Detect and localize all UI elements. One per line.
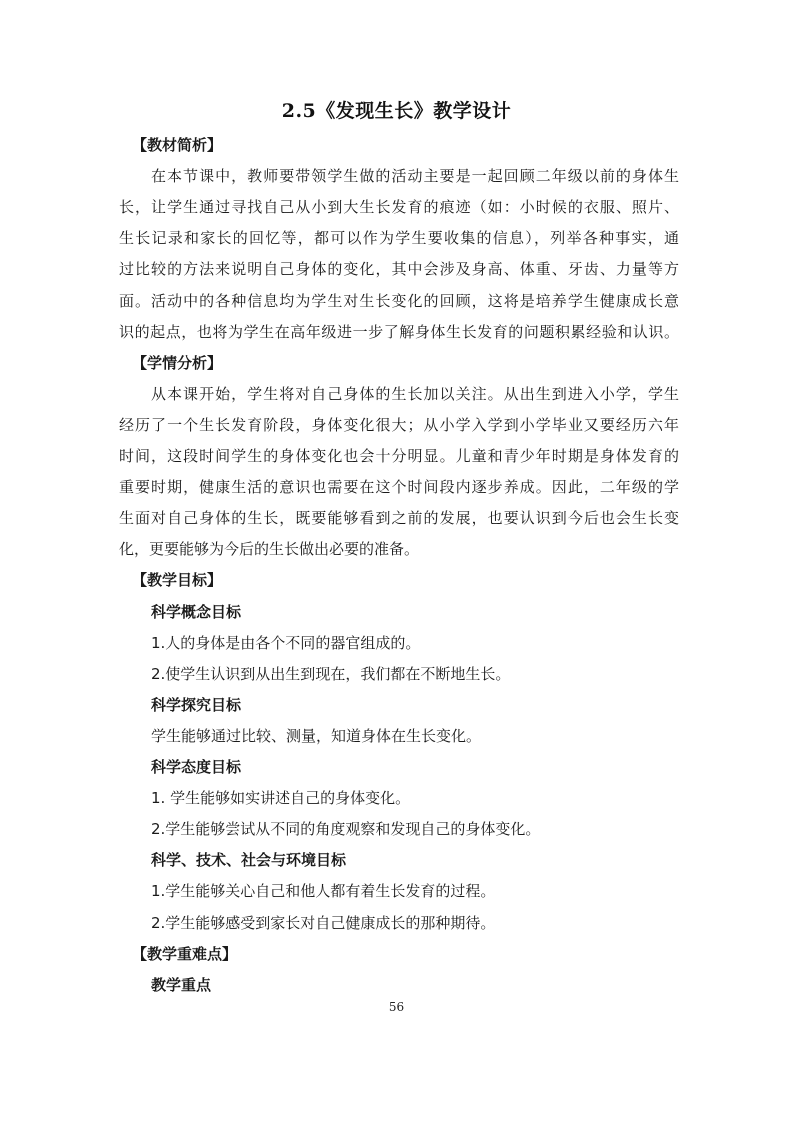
sub-heading: 教学重点 bbox=[151, 975, 212, 994]
sub-heading: 科学概念目标 bbox=[151, 602, 242, 621]
paragraph-line: 识的起点，也将为学生在高年级进一步了解身体生长发育的问题积累经验和认识。 bbox=[119, 322, 679, 341]
paragraph-line: 生面对自己身体的生长，既要能够看到之前的发展，也要认识到今后也会生长变 bbox=[119, 509, 679, 528]
section-heading: 【教学目标】 bbox=[132, 571, 223, 590]
paragraph-line: 重要时期，健康生活的意识也需要在这个时间段内逐步养成。因此，二年级的学 bbox=[119, 478, 679, 497]
paragraph-line: 过比较的方法来说明自己身体的变化，其中会涉及身高、体重、牙齿、力量等方 bbox=[119, 260, 679, 279]
paragraph-line: 经历了一个生长发育阶段，身体变化很大；从小学入学到小学毕业又要经历六年 bbox=[119, 415, 679, 434]
list-item: 1. 学生能够如实讲述自己的身体变化。 bbox=[151, 789, 411, 808]
document-body bbox=[119, 0, 679, 1000]
paragraph-line: 时间，这段时间学生的身体变化也会十分明显。儿童和青少年时期是身体发育的 bbox=[119, 447, 679, 465]
page-number: 56 bbox=[388, 1000, 405, 1014]
sub-heading: 科学、技术、社会与环境目标 bbox=[151, 851, 347, 870]
paragraph-line: 从本课开始，学生将对自己身体的生长加以关注。从出生到进入小学，学生 bbox=[151, 384, 679, 403]
list-item: 2.学生能够尝试从不同的角度观察和发现自己的身体变化。 bbox=[151, 820, 541, 839]
sub-heading: 科学态度目标 bbox=[151, 758, 242, 776]
paragraph-line: 化，更要能够为今后的生长做出必要的准备。 bbox=[119, 540, 420, 559]
list-item: 2.学生能够感受到家长对自己健康成长的那种期待。 bbox=[151, 913, 496, 932]
section-heading: 【教材简析】 bbox=[132, 136, 223, 154]
paragraph-line: 在本节课中，教师要带领学生做的活动主要是一起回顾二年级以前的身体生 bbox=[151, 167, 679, 186]
list-item: 1.学生能够关心自己和他人都有着生长发育的过程。 bbox=[151, 882, 496, 901]
paragraph-line: 面。活动中的各种信息均为学生对生长变化的回顾，这将是培养学生健康成长意 bbox=[119, 291, 679, 310]
list-item: 2.使学生认识到从出生到现在，我们都在不断地生长。 bbox=[151, 664, 511, 683]
paragraph-line: 长，让学生通过寻找自己从小到大生长发育的痕迹（如：小时候的衣服、照片、 bbox=[119, 198, 679, 217]
section-heading: 【学情分析】 bbox=[132, 353, 223, 372]
list-item: 1.人的身体是由各个不同的器官组成的。 bbox=[151, 633, 421, 652]
sub-heading: 科学探究目标 bbox=[151, 695, 242, 714]
paragraph-line: 生长记录和家长的回忆等，都可以作为学生要收集的信息），列举各种事实，通 bbox=[119, 229, 679, 248]
list-item: 学生能够通过比较、测量，知道身体在生长变化。 bbox=[151, 726, 482, 745]
section-heading: 【教学重难点】 bbox=[132, 944, 238, 963]
document-title: 2.5《发现生长》教学设计 bbox=[281, 100, 512, 122]
